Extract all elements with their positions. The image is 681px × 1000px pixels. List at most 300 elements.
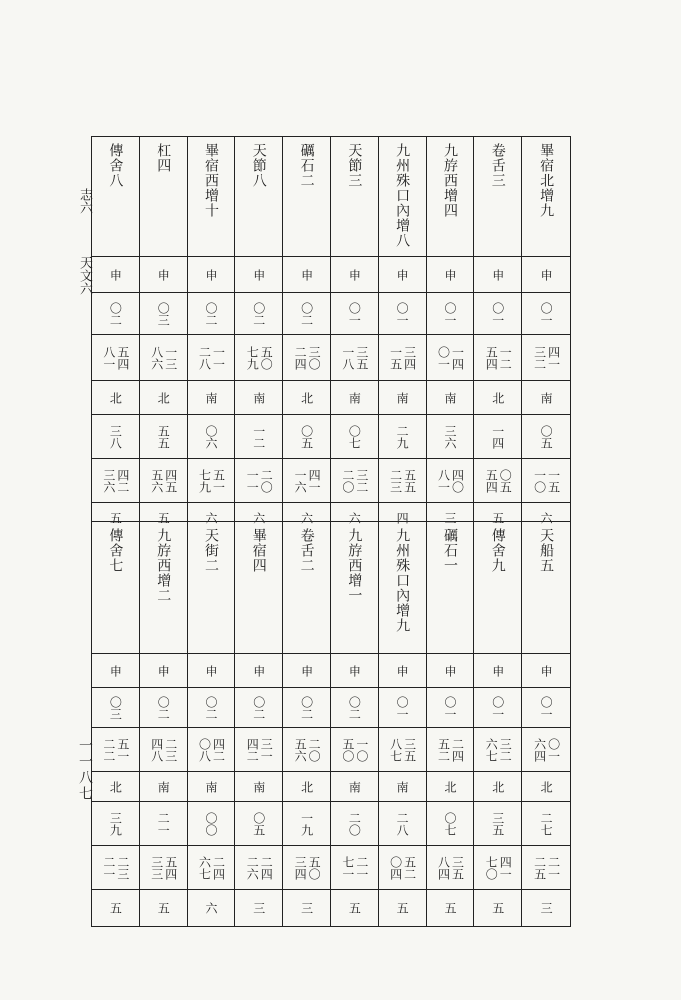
value: 五: [490, 902, 505, 914]
value-part: 七九: [197, 468, 212, 493]
star-lat-cell: [235, 802, 283, 845]
value-part: 六四: [532, 737, 547, 762]
value-part: 二四: [293, 345, 308, 370]
lower-rows-lat-row: [92, 802, 570, 846]
value-part: 七一: [340, 855, 355, 880]
value-part: 一〇: [532, 468, 547, 493]
value: 〇二: [108, 301, 123, 326]
value: 南: [251, 391, 266, 404]
star-dir-cell: [522, 381, 570, 414]
star-name: 礪石一: [441, 528, 458, 573]
value: 六: [203, 512, 218, 524]
star-min-cell: [427, 728, 475, 771]
star-min-cell: [92, 728, 140, 771]
star-min-cell: [140, 728, 188, 771]
value: 〇一: [490, 301, 505, 326]
star-mag-cell: [379, 890, 427, 926]
value-part: 五〇: [340, 737, 355, 762]
star-dir-cell: [188, 381, 236, 414]
star-sign-cell: [283, 654, 331, 687]
star-names-cell: [188, 522, 236, 653]
star-min-cell: [474, 728, 522, 771]
star-name: 九斿西增二: [155, 528, 172, 603]
value: 三八: [108, 424, 123, 449]
star-name: 卷舌三: [489, 143, 506, 188]
star-min-cell: [522, 728, 570, 771]
value: 申: [108, 268, 123, 281]
value-part: 四〇: [450, 468, 465, 493]
value: 六: [539, 512, 554, 524]
star-mag-cell: [427, 890, 475, 926]
value-part: 二〇: [307, 737, 322, 762]
value: 〇一: [490, 695, 505, 720]
star-lat-min-cell: [235, 459, 283, 502]
star-names-cell: [92, 137, 140, 256]
value-part: 三一: [259, 737, 274, 762]
value: 申: [347, 268, 362, 281]
star-names-cell: [474, 522, 522, 653]
star-lat-min-cell: [92, 459, 140, 502]
star-deg-cell: [522, 688, 570, 727]
value-part: 三五: [402, 737, 417, 762]
value: 三: [299, 902, 314, 914]
star-dir-cell: [331, 772, 379, 801]
value: 〇二: [251, 695, 266, 720]
value: 五: [108, 902, 123, 914]
upper-rows-min-row: [92, 335, 570, 381]
star-min-cell: [474, 335, 522, 380]
star-names-cell: [235, 522, 283, 653]
value: 南: [442, 391, 457, 404]
star-names-cell: [331, 137, 379, 256]
star-lat-min-cell: [427, 846, 475, 889]
star-name: 傳舍九: [489, 528, 506, 573]
value: 五: [108, 512, 123, 524]
value: 申: [108, 664, 123, 677]
value: 五: [442, 902, 457, 914]
star-lat-cell: [427, 415, 475, 458]
value: 一二: [251, 424, 266, 449]
star-dir-cell: [331, 381, 379, 414]
value: 三: [251, 902, 266, 914]
star-lat-min-cell: [474, 846, 522, 889]
value-part: 二一: [101, 855, 116, 880]
value-part: 八一: [101, 345, 116, 370]
star-names-cell: [522, 137, 570, 256]
star-dir-cell: [283, 772, 331, 801]
value: 〇一: [539, 301, 554, 326]
value-part: 二三: [163, 737, 178, 762]
value: 申: [156, 268, 171, 281]
star-sign-cell: [427, 257, 475, 292]
star-dir-cell: [379, 772, 427, 801]
star-lat-min-cell: [283, 846, 331, 889]
value-part: 三六: [101, 468, 116, 493]
value: 申: [156, 664, 171, 677]
value: 申: [299, 664, 314, 677]
value-part: 三三: [149, 855, 164, 880]
value-part: 一五: [546, 468, 561, 493]
star-min-cell: [140, 335, 188, 380]
value: 〇一: [395, 695, 410, 720]
value: 申: [539, 664, 554, 677]
value: 申: [251, 664, 266, 677]
value: 一九: [299, 811, 314, 836]
value: 〇二: [347, 695, 362, 720]
value: 北: [156, 391, 171, 404]
value: 北: [490, 391, 505, 404]
star-min-cell: [235, 335, 283, 380]
value-part: 一八: [340, 345, 355, 370]
star-min-cell: [522, 335, 570, 380]
star-sign-cell: [331, 257, 379, 292]
star-lat-cell: [331, 415, 379, 458]
value: 〇二: [299, 695, 314, 720]
value: 南: [203, 780, 218, 793]
star-deg-cell: [474, 293, 522, 334]
star-names-cell: [283, 522, 331, 653]
value: 申: [490, 664, 505, 677]
value-part: 一一: [211, 345, 226, 370]
value: 〇一: [539, 695, 554, 720]
star-dir-cell: [188, 772, 236, 801]
star-deg-cell: [474, 688, 522, 727]
value: 二九: [395, 424, 410, 449]
value: 〇三: [156, 301, 171, 326]
star-deg-cell: [427, 293, 475, 334]
value: 北: [299, 780, 314, 793]
star-sign-cell: [331, 654, 379, 687]
value: 〇二: [156, 695, 171, 720]
lower-rows-min-row: [92, 728, 570, 772]
star-lat-min-cell: [188, 459, 236, 502]
value: 六: [347, 512, 362, 524]
star-names-cell: [140, 137, 188, 256]
star-name: 天節三: [346, 143, 363, 188]
star-names-cell: [331, 522, 379, 653]
value: 〇五: [299, 424, 314, 449]
value: 南: [203, 391, 218, 404]
chapter-label: 志六: [77, 188, 92, 214]
value: 二八: [395, 811, 410, 836]
star-name: 天船五: [538, 528, 555, 573]
star-name: 九斿西增四: [441, 143, 458, 218]
star-lat-min-cell: [283, 459, 331, 502]
value-part: 三二: [532, 345, 547, 370]
star-lat-min-cell: [379, 459, 427, 502]
star-lat-min-cell: [235, 846, 283, 889]
star-mag-cell: [474, 890, 522, 926]
star-deg-cell: [140, 293, 188, 334]
value: 北: [108, 780, 123, 793]
star-names-cell: [188, 137, 236, 256]
star-dir-cell: [92, 381, 140, 414]
value-part: 六七: [484, 737, 499, 762]
lower-rows-sign-row: [92, 654, 570, 688]
star-sign-cell: [140, 654, 188, 687]
value-part: 二二: [101, 737, 116, 762]
value-part: 七九: [245, 345, 260, 370]
star-sign-cell: [283, 257, 331, 292]
value-part: 一四: [450, 345, 465, 370]
value-part: 五四: [484, 468, 499, 493]
value: 三五: [490, 811, 505, 836]
value: 南: [395, 780, 410, 793]
value: 南: [156, 780, 171, 793]
star-min-cell: [188, 335, 236, 380]
value: 南: [347, 780, 362, 793]
value-part: 三四: [402, 345, 417, 370]
value: 北: [490, 780, 505, 793]
star-deg-cell: [427, 688, 475, 727]
page-number: 一一八七: [77, 738, 93, 802]
value: 五: [156, 512, 171, 524]
value: 三: [539, 902, 554, 914]
star-dir-cell: [92, 772, 140, 801]
star-lat-min-cell: [331, 846, 379, 889]
value-part: 二一: [546, 855, 561, 880]
star-lat-cell: [522, 415, 570, 458]
value-part: 五六: [149, 468, 164, 493]
star-name: 礪石二: [298, 143, 315, 188]
star-dir-cell: [235, 772, 283, 801]
value: 南: [347, 391, 362, 404]
value-part: 三二: [354, 468, 369, 493]
star-lat-min-cell: [427, 459, 475, 502]
star-names-cell: [427, 137, 475, 256]
value-part: 八四: [436, 855, 451, 880]
value-part: 二三: [388, 468, 403, 493]
value: 北: [108, 391, 123, 404]
value-part: 一二: [498, 345, 513, 370]
value: 六: [299, 512, 314, 524]
star-mag-cell: [140, 890, 188, 926]
star-names-cell: [140, 522, 188, 653]
star-names-cell: [379, 522, 427, 653]
value: 五: [347, 902, 362, 914]
star-lat-min-cell: [522, 846, 570, 889]
star-name: 天節八: [250, 143, 267, 188]
value-part: 五二: [402, 855, 417, 880]
star-name: 傳舍七: [107, 528, 124, 573]
value-part: 五四: [484, 345, 499, 370]
star-dir-cell: [140, 772, 188, 801]
value-part: 五〇: [307, 855, 322, 880]
star-lat-min-cell: [522, 459, 570, 502]
star-lat-cell: [427, 802, 475, 845]
star-name: 天街二: [202, 528, 219, 573]
value-part: 二一: [354, 855, 369, 880]
value: 〇五: [539, 424, 554, 449]
value: 〇一: [442, 695, 457, 720]
value-part: 〇八: [197, 737, 212, 762]
value-part: 一三: [163, 345, 178, 370]
value: 〇三: [108, 695, 123, 720]
star-name: 九州殊口內增八: [394, 143, 411, 248]
value-part: 三〇: [307, 345, 322, 370]
star-mag-cell: [522, 890, 570, 926]
value-part: 二〇: [340, 468, 355, 493]
value-part: 五五: [402, 468, 417, 493]
star-sign-cell: [188, 257, 236, 292]
star-table-upper: [91, 136, 571, 533]
value: 申: [395, 664, 410, 677]
star-deg-cell: [235, 688, 283, 727]
star-min-cell: [331, 335, 379, 380]
value: 一四: [490, 424, 505, 449]
value: 〇二: [203, 301, 218, 326]
value: 二一: [156, 811, 171, 836]
star-names-cell: [92, 522, 140, 653]
value-part: 四五: [163, 468, 178, 493]
star-dir-cell: [140, 381, 188, 414]
value-part: 二八: [197, 345, 212, 370]
star-deg-cell: [283, 688, 331, 727]
star-deg-cell: [331, 293, 379, 334]
value-part: 二六: [245, 855, 260, 880]
value-part: 一六: [293, 468, 308, 493]
star-sign-cell: [522, 257, 570, 292]
value: 〇五: [251, 811, 266, 836]
star-lat-cell: [379, 802, 427, 845]
value: 六: [251, 512, 266, 524]
star-deg-cell: [92, 293, 140, 334]
value: 二〇: [347, 811, 362, 836]
star-deg-cell: [522, 293, 570, 334]
star-sign-cell: [427, 654, 475, 687]
star-sign-cell: [474, 654, 522, 687]
value-part: 五四: [115, 345, 130, 370]
star-lat-min-cell: [474, 459, 522, 502]
value: 〇一: [395, 301, 410, 326]
value-part: 四八: [149, 737, 164, 762]
star-min-cell: [331, 728, 379, 771]
value-part: 八六: [149, 345, 164, 370]
section-label: 天文六: [77, 256, 92, 295]
star-sign-cell: [235, 654, 283, 687]
star-deg-cell: [92, 688, 140, 727]
star-lat-cell: [92, 415, 140, 458]
value: 北: [539, 780, 554, 793]
star-deg-cell: [379, 688, 427, 727]
value-part: 一〇: [354, 737, 369, 762]
star-table-lower: [91, 521, 571, 927]
star-dir-cell: [474, 381, 522, 414]
star-name: 卷舌二: [298, 528, 315, 573]
star-name: 傳舍八: [107, 143, 124, 188]
value: 南: [539, 391, 554, 404]
value-part: 五二: [436, 737, 451, 762]
value: 五: [395, 902, 410, 914]
value: 申: [203, 268, 218, 281]
star-mag-cell: [331, 890, 379, 926]
star-deg-cell: [188, 293, 236, 334]
star-names-cell: [474, 137, 522, 256]
star-min-cell: [188, 728, 236, 771]
star-lat-min-cell: [379, 846, 427, 889]
upper-rows-dir-row: [92, 381, 570, 415]
star-name: 九州殊口內增九: [394, 528, 411, 633]
star-min-cell: [379, 728, 427, 771]
star-names-cell: [379, 137, 427, 256]
value: 〇二: [203, 695, 218, 720]
value-part: 四二: [211, 737, 226, 762]
lower-rows-mag-row: [92, 890, 570, 926]
value: 申: [299, 268, 314, 281]
star-lat-cell: [474, 802, 522, 845]
value-part: 三五: [450, 855, 465, 880]
star-lat-cell: [331, 802, 379, 845]
star-dir-cell: [235, 381, 283, 414]
value-part: 三五: [354, 345, 369, 370]
star-min-cell: [283, 728, 331, 771]
lower-rows-names-row: [92, 522, 570, 654]
value-part: 二四: [211, 855, 226, 880]
value-part: 五〇: [259, 345, 274, 370]
star-deg-cell: [188, 688, 236, 727]
star-deg-cell: [379, 293, 427, 334]
star-dir-cell: [474, 772, 522, 801]
value: 五五: [156, 424, 171, 449]
star-lat-cell: [474, 415, 522, 458]
star-name: 畢宿北增九: [538, 143, 555, 218]
star-lat-min-cell: [92, 846, 140, 889]
star-min-cell: [235, 728, 283, 771]
value: 〇一: [347, 301, 362, 326]
star-sign-cell: [92, 654, 140, 687]
star-lat-min-cell: [140, 846, 188, 889]
value-part: 二五: [532, 855, 547, 880]
star-lat-cell: [283, 802, 331, 845]
star-lat-cell: [379, 415, 427, 458]
star-lat-min-cell: [331, 459, 379, 502]
value: 申: [203, 664, 218, 677]
value-part: 四一: [307, 468, 322, 493]
value: 五: [156, 902, 171, 914]
value-part: 三二: [498, 737, 513, 762]
star-names-cell: [427, 522, 475, 653]
star-dir-cell: [283, 381, 331, 414]
value: 申: [490, 268, 505, 281]
value-part: 五一: [115, 737, 130, 762]
star-lat-cell: [283, 415, 331, 458]
star-min-cell: [92, 335, 140, 380]
star-dir-cell: [522, 772, 570, 801]
star-sign-cell: [522, 654, 570, 687]
value-part: 五六: [293, 737, 308, 762]
star-sign-cell: [379, 654, 427, 687]
value: 〇〇: [203, 811, 218, 836]
star-sign-cell: [235, 257, 283, 292]
value-part: 五一: [211, 468, 226, 493]
star-mag-cell: [235, 890, 283, 926]
value-part: 四二: [245, 737, 260, 762]
value: 四: [395, 512, 410, 524]
value-part: 五四: [163, 855, 178, 880]
value: 北: [299, 391, 314, 404]
lower-rows-deg-row: [92, 688, 570, 728]
value-part: 一一: [245, 468, 260, 493]
value: 〇二: [251, 301, 266, 326]
star-min-cell: [379, 335, 427, 380]
value: 南: [251, 780, 266, 793]
star-lat-cell: [188, 415, 236, 458]
upper-rows-sign-row: [92, 257, 570, 293]
star-lat-cell: [140, 802, 188, 845]
lower-rows-lat-min-row: [92, 846, 570, 890]
star-lat-cell: [140, 415, 188, 458]
value: 三九: [108, 811, 123, 836]
